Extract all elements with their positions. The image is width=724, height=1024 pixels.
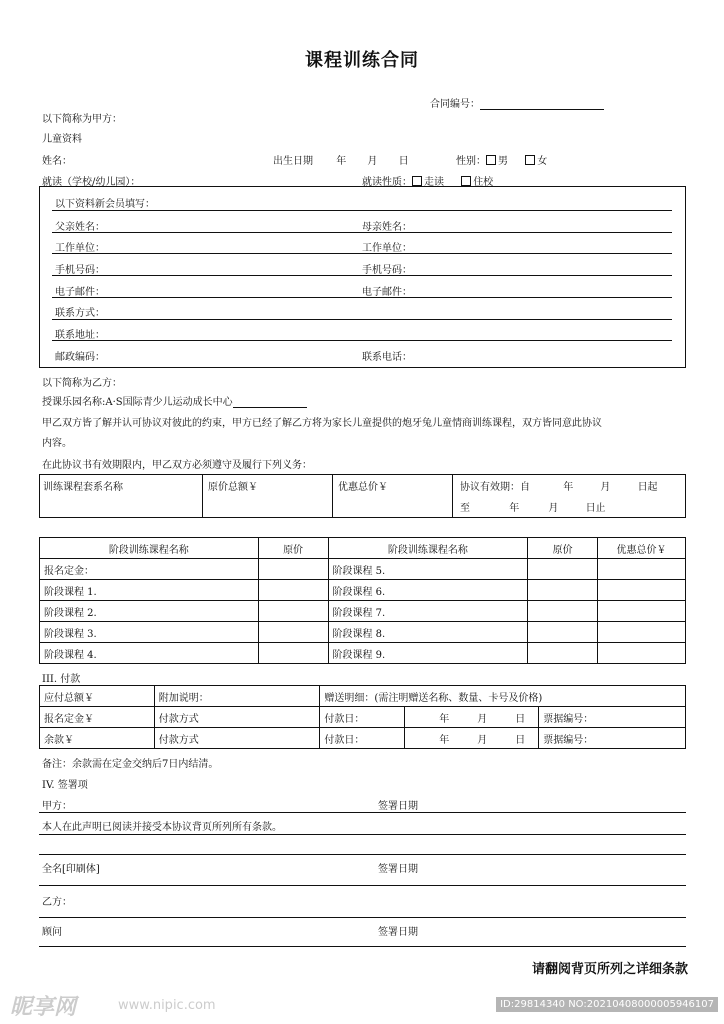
- signature-line: [39, 834, 686, 835]
- stage-name-cell: 阶段课程 2.: [40, 601, 259, 622]
- mother-work-label: 工作单位：: [362, 243, 412, 254]
- party-b-sign-label: 乙方：: [42, 897, 72, 908]
- original-total-label: 原价总额￥: [208, 482, 258, 493]
- year-label: 年: [509, 503, 520, 514]
- table-row: [40, 728, 686, 749]
- divider: [452, 474, 453, 518]
- stage-name-cell: 阶段课程 3.: [40, 622, 259, 643]
- table-row: [40, 686, 686, 707]
- pay-date-label: 付款日：: [320, 707, 405, 728]
- day-label: 日: [398, 156, 409, 167]
- header-cell: 阶段训练课程名称: [328, 538, 528, 559]
- member-box-heading: 以下资料新会员填写：: [55, 199, 155, 210]
- party-a-sign-label: 甲方：: [42, 801, 72, 812]
- remark: 备注：余款需在定金交纳后7日内结清。: [42, 759, 219, 770]
- agreement-text-1: 甲乙双方皆了解并认可协议对彼此的约束，甲方已经了解乙方将为家长儿童提供的炮牙兔儿童情商训练课程，双方皆同意此协议: [42, 418, 602, 429]
- advisor-label: 顾问: [42, 927, 62, 938]
- divider: [52, 232, 672, 233]
- divider: [52, 319, 672, 320]
- validity-text: 在此协议书有效期限内，甲乙双方必须遵守及履行下列义务：: [42, 460, 312, 471]
- birth-date-row: [273, 152, 409, 167]
- price-cell[interactable]: [528, 622, 598, 643]
- name-label: 姓名：: [42, 156, 72, 167]
- date-cell: [405, 728, 539, 749]
- payment-method-label: 付款方式: [154, 707, 320, 728]
- contact-phone-label: 联系电话：: [362, 352, 412, 363]
- male-checkbox[interactable]: [486, 155, 496, 165]
- father-work-label: 工作单位：: [55, 243, 105, 254]
- table-header-row: [40, 538, 686, 559]
- signature-line: [39, 885, 686, 886]
- header-cell: 原价: [258, 538, 328, 559]
- table-row: [40, 622, 686, 643]
- discount-cell[interactable]: [598, 622, 686, 643]
- child-info-heading: 儿童资料: [42, 134, 82, 145]
- to-label: 至: [460, 503, 470, 514]
- stage-table: [39, 537, 686, 664]
- signature-line: [39, 917, 686, 918]
- contact-method-label: 联系方式：: [55, 308, 105, 319]
- discount-cell[interactable]: [598, 643, 686, 664]
- contract-number-row: [430, 95, 604, 110]
- boarding-checkbox[interactable]: [461, 176, 471, 186]
- sign-date-label: 签署日期: [378, 801, 418, 812]
- school-label: 就读（学校/幼儿园）：: [42, 177, 141, 188]
- stage-name-cell: 阶段课程 6.: [328, 580, 528, 601]
- divider: [52, 275, 672, 276]
- table-row: [40, 559, 686, 580]
- price-cell[interactable]: [258, 601, 328, 622]
- discount-cell[interactable]: [598, 580, 686, 601]
- stage-name-cell: 阶段课程 5.: [328, 559, 528, 580]
- school-name-row: [42, 393, 307, 408]
- header-cell: 阶段训练课程名称: [40, 538, 259, 559]
- stage-name-cell: 阶段课程 1.: [40, 580, 259, 601]
- father-name-label: 父亲姓名：: [55, 222, 105, 233]
- price-cell[interactable]: [258, 643, 328, 664]
- month-label: 月: [548, 503, 559, 514]
- date-cell: [405, 707, 539, 728]
- price-cell[interactable]: [528, 643, 598, 664]
- full-name-label: 全名[印刷体]: [42, 864, 100, 875]
- boarding-label: 住校: [473, 177, 494, 188]
- month-label: 月: [600, 482, 611, 493]
- price-cell[interactable]: [528, 559, 598, 580]
- day-school-checkbox[interactable]: [412, 176, 422, 186]
- end-label: 日止: [585, 503, 606, 514]
- signature-line: [39, 812, 686, 813]
- price-cell[interactable]: [258, 580, 328, 601]
- signature-line: [39, 946, 686, 947]
- divider: [202, 474, 203, 518]
- stage-name-cell: 阶段课程 9.: [328, 643, 528, 664]
- school-name-line: [233, 397, 307, 408]
- start-label: 日起: [637, 482, 658, 493]
- day-label: 日: [515, 713, 526, 725]
- signature-line: [39, 854, 686, 855]
- footer-note: 请翻阅背页所列之详细条款: [531, 962, 688, 977]
- gender-label: 性别：: [456, 156, 486, 167]
- day-school-label: 走读: [424, 177, 444, 188]
- female-label: 女: [537, 156, 548, 167]
- divider: [52, 253, 672, 254]
- gender-row: [456, 152, 547, 167]
- party-a-intro: 以下简称为甲方：: [42, 114, 122, 125]
- stage-name-cell: 阶段课程 8.: [328, 622, 528, 643]
- contact-address-label: 联系地址：: [55, 330, 105, 341]
- discount-cell[interactable]: [598, 559, 686, 580]
- package-name-label: 训练课程套系名称: [43, 482, 123, 493]
- divider: [52, 210, 672, 211]
- male-label: 男: [498, 156, 508, 167]
- month-label: 月: [477, 734, 488, 746]
- watermark-logo: 昵享网: [10, 995, 77, 1020]
- payment-method-label: 付款方式: [154, 728, 320, 749]
- price-cell[interactable]: [258, 622, 328, 643]
- validity-start-row: [460, 478, 658, 493]
- receipt-number-label: 票据编号：: [539, 728, 686, 749]
- valid-from-label: 协议有效期：自: [460, 482, 530, 493]
- postal-code-label: 邮政编码：: [55, 352, 105, 363]
- year-label: 年: [439, 713, 450, 725]
- month-label: 月: [477, 713, 488, 725]
- school-name: 授课乐园名称:A·S国际青少儿运动成长中心: [42, 397, 233, 408]
- table-row: [40, 580, 686, 601]
- mother-name-label: 母亲姓名：: [362, 222, 412, 233]
- table-row: [40, 643, 686, 664]
- year-label: 年: [563, 482, 574, 493]
- deposit-label: 报名定金￥: [40, 707, 155, 728]
- agreement-text-2: 内容。: [42, 438, 72, 449]
- validity-end-row: [460, 499, 606, 514]
- year-label: 年: [439, 734, 450, 746]
- balance-label: 余款￥: [40, 728, 155, 749]
- birth-label: 出生日期: [273, 156, 313, 167]
- receipt-number-label: 票据编号：: [539, 707, 686, 728]
- declaration: 本人在此声明已阅读并接受本协议背页所列所有条款。: [42, 822, 282, 833]
- page-title: 课程训练合同: [305, 50, 419, 71]
- divider: [332, 474, 333, 518]
- stage-name-cell: 报名定金：: [40, 559, 259, 580]
- pay-date-label: 付款日：: [320, 728, 405, 749]
- gift-details-label: 赠送明细：(需注明赠送名称、数量、卡号及价格): [320, 686, 686, 707]
- study-type-label: 就读性质：: [362, 177, 412, 188]
- year-label: 年: [336, 156, 347, 167]
- table-row: [40, 707, 686, 728]
- month-label: 月: [367, 156, 378, 167]
- father-phone-label: 手机号码：: [55, 265, 105, 276]
- female-checkbox[interactable]: [525, 155, 535, 165]
- discount-cell[interactable]: [598, 601, 686, 622]
- mother-phone-label: 手机号码：: [362, 265, 412, 276]
- watermark-url: www.nipic.com: [118, 998, 216, 1013]
- table-row: [40, 601, 686, 622]
- stage-name-cell: 阶段课程 4.: [40, 643, 259, 664]
- header-cell: 优惠总价￥: [598, 538, 686, 559]
- contract-number-label: 合同编号：: [430, 99, 480, 110]
- sign-date-label: 签署日期: [378, 864, 418, 875]
- party-b-intro: 以下简称为乙方：: [42, 378, 122, 389]
- payment-table: [39, 685, 686, 749]
- price-cell[interactable]: [528, 580, 598, 601]
- payment-heading: III. 付款: [42, 674, 81, 685]
- extra-note-label: 附加说明：: [154, 686, 320, 707]
- divider: [52, 297, 672, 298]
- watermark-id: ID:29814340 NO:20210408000005946107: [496, 997, 718, 1012]
- sign-heading: IV. 签署项: [42, 780, 88, 791]
- price-cell[interactable]: [528, 601, 598, 622]
- mother-email-label: 电子邮件：: [362, 287, 412, 298]
- header-cell: 原价: [528, 538, 598, 559]
- total-due-label: 应付总额￥: [40, 686, 155, 707]
- sign-date-label: 签署日期: [378, 927, 418, 938]
- discount-total-label: 优惠总价￥: [338, 482, 388, 493]
- contract-number-line: [480, 99, 604, 110]
- stage-name-cell: 阶段课程 7.: [328, 601, 528, 622]
- divider: [52, 340, 672, 341]
- father-email-label: 电子邮件：: [55, 287, 105, 298]
- price-cell[interactable]: [258, 559, 328, 580]
- day-label: 日: [515, 734, 526, 746]
